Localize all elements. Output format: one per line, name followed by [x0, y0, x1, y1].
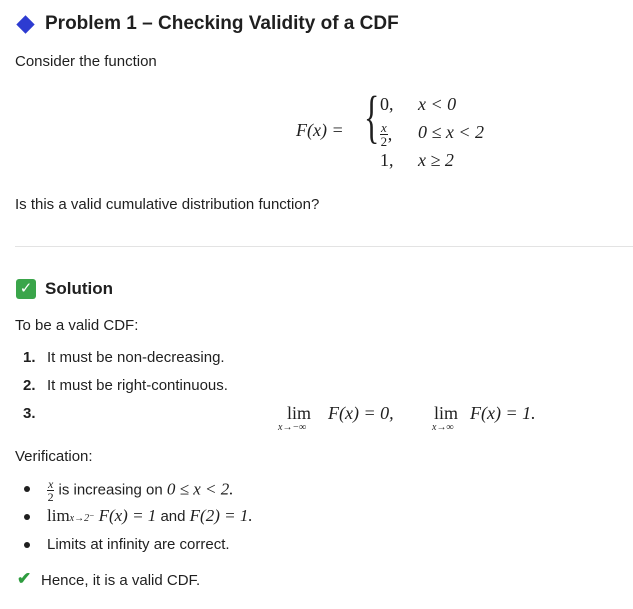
- check-mark-icon: ✔: [17, 569, 32, 588]
- case-3-value: 1,: [380, 150, 394, 170]
- case-1-value: 0,: [380, 94, 394, 114]
- condition-1-number: 1.: [23, 349, 36, 366]
- limit-2-expression: F(x) = 1.: [470, 403, 536, 423]
- bullet-icon: [24, 486, 30, 492]
- divider: [15, 246, 633, 247]
- condition-2-number: 2.: [23, 377, 36, 394]
- bullet-icon: [24, 514, 30, 520]
- verification-2: limx→2⁻ F(x) = 1 and F(2) = 1.: [47, 506, 253, 525]
- limit-1-expression: F(x) = 0,: [328, 403, 394, 423]
- function-lhs: F(x) =: [296, 120, 344, 140]
- case-2-condition: 0 ≤ x < 2: [418, 122, 485, 142]
- limit-1-subscript: x→−∞: [278, 422, 307, 433]
- question-text: Is this a valid cumulative distribution function?: [15, 196, 320, 213]
- verification-3: Limits at infinity are correct.: [47, 536, 230, 553]
- case-2-value: $\frac{x}{2}$ ,: [380, 120, 393, 149]
- problem-title: Problem 1 – Checking Validity of a CDF: [45, 13, 399, 34]
- diamond-icon: [16, 15, 34, 33]
- verification-1: $\frac{x}{2}$ is increasing on 0 ≤ x < 2.: [47, 477, 234, 504]
- condition-2-text: It must be right-continuous.: [47, 377, 228, 394]
- left-brace: {: [364, 84, 380, 149]
- check-box-icon: ✓: [16, 279, 36, 299]
- solution-intro: To be a valid CDF:: [15, 317, 139, 334]
- limit-1: lim: [287, 403, 312, 423]
- case-3-condition: x ≥ 2: [418, 150, 454, 170]
- bullet-icon: [24, 542, 30, 548]
- solution-heading: Solution: [45, 279, 113, 298]
- condition-3-number: 3.: [23, 405, 36, 422]
- case-1-condition: x < 0: [418, 94, 457, 114]
- condition-1-text: It must be non-decreasing.: [47, 349, 225, 366]
- verification-label: Verification:: [15, 448, 93, 465]
- limit-2-subscript: x→∞: [432, 422, 454, 433]
- limit-2: lim: [434, 403, 459, 423]
- conclusion-text: Hence, it is a valid CDF.: [41, 572, 201, 589]
- intro-text: Consider the function: [15, 53, 157, 70]
